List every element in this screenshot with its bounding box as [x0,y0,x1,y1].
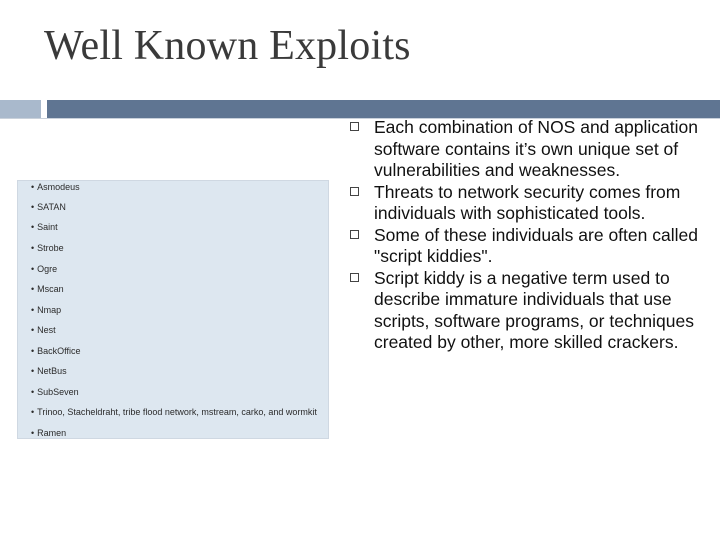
tool-item: • Strobe [31,243,64,253]
accent-bar-small [0,100,41,118]
bullet-list [348,117,708,354]
tool-item: • Nest [31,325,56,335]
square-bullet-icon [350,122,359,131]
exploit-tools-list [18,181,328,438]
tool-item: • Ogre [31,264,58,274]
bullet-item: Threats to network security comes from individuals with sophisticated tools. [348,182,708,225]
tool-item: • BackOffice [31,346,81,356]
tool-item: • SubSeven [31,387,79,397]
exploit-tools-image [17,180,329,439]
tool-item: • SATAN [31,202,66,212]
bullet-item: Script kiddy is a negative term used to describe immature individuals that use scripts, software programs, or techniques created by other, more skilled crackers. [348,268,708,354]
tool-item: • Nmap [31,305,62,315]
accent-bar-long [47,100,720,118]
tool-item: • Saint [31,222,58,232]
tool-item: • NetBus [31,366,67,376]
bullet-item: Each combination of NOS and application software contains it’s own unique set of vulnerabilities and weaknesses. [348,117,708,182]
square-bullet-icon [350,230,359,239]
tool-item: • Asmodeus [31,182,80,192]
slide-title: Well Known Exploits [44,23,411,69]
square-bullet-icon [350,273,359,282]
bullet-item: Some of these individuals are often called "script kiddies". [348,225,708,268]
tool-item: • Ramen [31,428,67,438]
tool-item: • Trinoo, Stacheldraht, tribe flood network, mstream, carko, and wormkit [31,407,317,417]
tool-item: • Mscan [31,284,64,294]
square-bullet-icon [350,187,359,196]
